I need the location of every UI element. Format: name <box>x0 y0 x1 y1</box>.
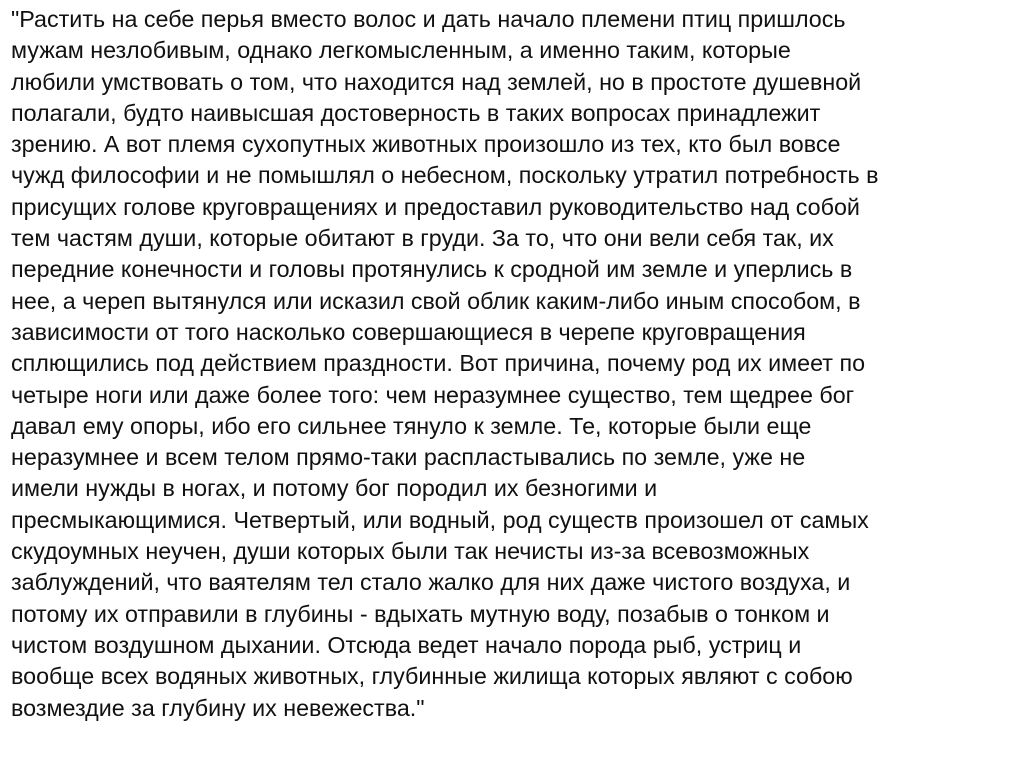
text-line: возмездие за глубину их невежества." <box>11 694 425 721</box>
text-line: зависимости от того насколько совершающиеся в черепе круговращения <box>11 318 806 345</box>
text-line: нее, а череп вытянулся или исказил свой облик каким-либо иным способом, в <box>11 287 861 314</box>
text-line: "Растить на себе перья вместо волос и дать начало племени птиц пришлось <box>11 6 846 32</box>
text-line: сплющились под действием праздности. Вот причина, почему род их имеет по <box>11 350 866 377</box>
text-line: присущих голове круговращениях и предоставил руководительство над собой <box>11 193 860 220</box>
text-line: давал ему опоры, ибо его сильнее тянуло к земле. Те, которые были еще <box>11 412 812 439</box>
text-line: зрению. А вот племя сухопутных животных произошло из тех, кто был вовсе <box>11 131 841 158</box>
text-line: четыре ноги или даже более того: чем неразумнее существо, тем щедрее бог <box>11 381 855 408</box>
text-line: потому их отправили в глубины - вдыхать мутную воду, позабыв о тонком и <box>11 600 830 627</box>
quote-paragraph <box>11 4 879 724</box>
text-line: чужд философии и не помышлял о небесном, поскольку утратил потребность в <box>11 162 879 189</box>
text-line: пресмыкающимися. Четвертый, или водный, род существ произошел от самых <box>11 506 869 533</box>
text-line: вообще всех водяных животных, глубинные жилища которых являют с собою <box>11 663 853 690</box>
text-line: имели нужды в ногах, и потому бог породил их безногими и <box>11 475 658 502</box>
text-line: неразумнее и всем телом прямо-таки распластывались по земле, уже не <box>11 444 806 471</box>
text-line: тем частям души, которые обитают в груди. За то, что они вели себя так, их <box>11 225 834 252</box>
text-line: чистом воздушном дыхании. Отсюда ведет начало порода рыб, устриц и <box>11 631 802 658</box>
text-line: мужам незлобивым, однако легкомысленным, а именно таким, которые <box>11 37 791 64</box>
text-line: передние конечности и головы протянулись к сродной им земле и уперлись в <box>11 256 853 283</box>
text-line: любили умствовать о том, что находится над землей, но в простоте душевной <box>11 68 862 95</box>
text-line: заблуждений, что ваятелям тел стало жалко для них даже чистого воздуха, и <box>11 569 851 596</box>
text-line: полагали, будто наивысшая достоверность в таких вопросах принадлежит <box>11 99 821 126</box>
text-line: скудоумных неучен, души которых были так нечисты из-за всевозможных <box>11 538 810 565</box>
